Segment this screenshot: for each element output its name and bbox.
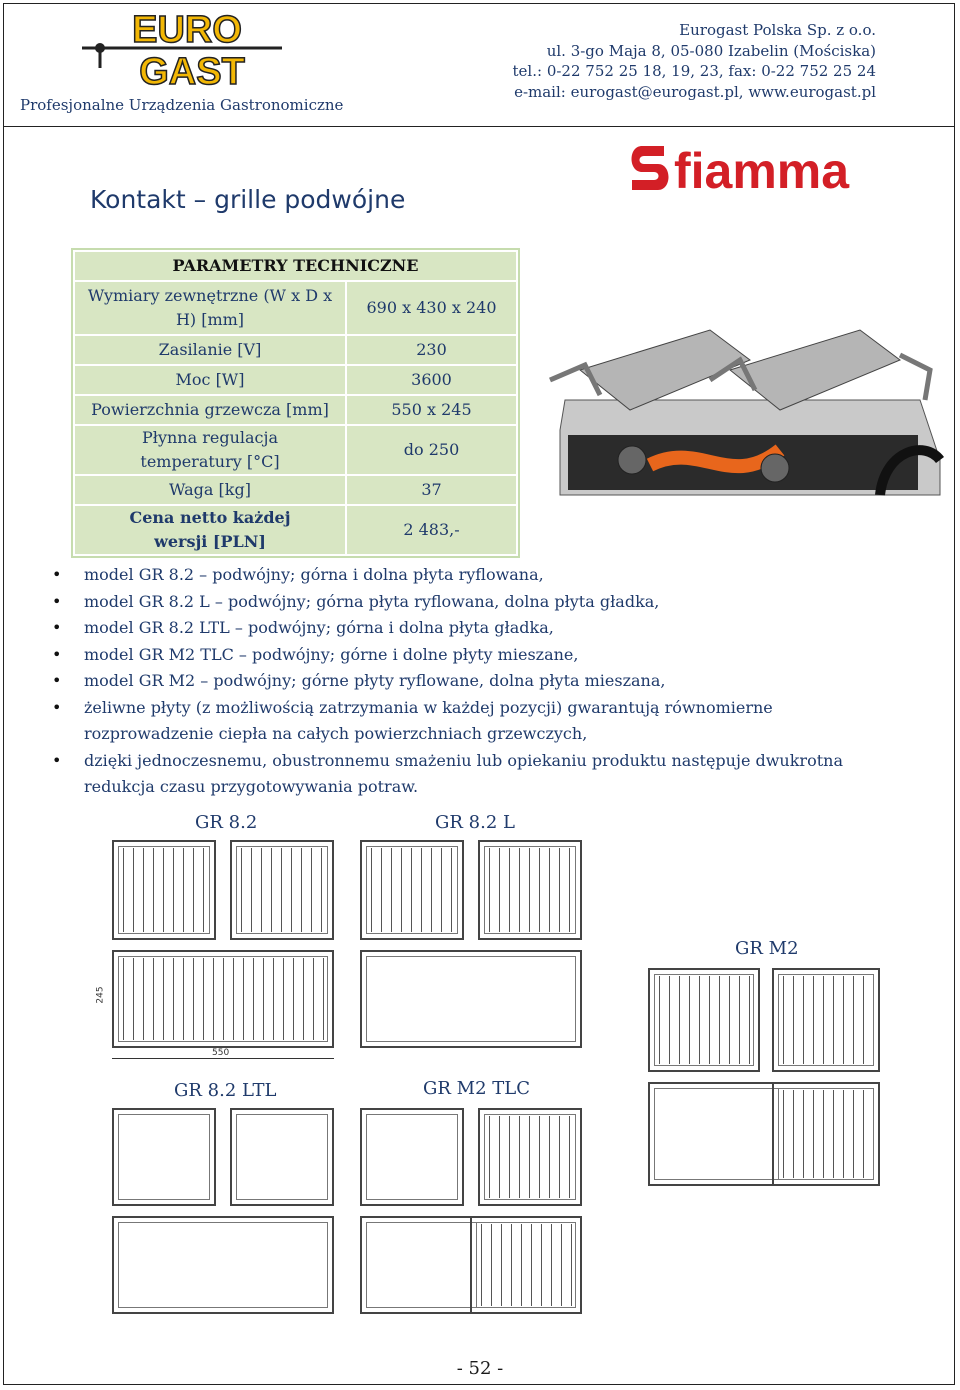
plate-gr82-top-left	[112, 840, 216, 940]
table-row	[74, 395, 517, 425]
list-item: • model GR 8.2 L – podwójny; górna płyta ryflowana, dolna płyta gładka,	[52, 589, 912, 616]
plate-gr82l-bottom-smooth	[360, 950, 582, 1048]
param-value: 3600	[346, 365, 517, 395]
plate-gr82ltl-bottom	[112, 1216, 334, 1314]
param-value: 37	[346, 475, 517, 505]
table-row	[74, 365, 517, 395]
dimension-width-label: 550	[212, 1048, 230, 1058]
diagram-label-gr82l: GR 8.2 L	[435, 812, 515, 833]
list-item: • model GR 8.2 LTL – podwójny; górna i dolna płyta gładka,	[52, 615, 912, 642]
plate-gr82ltl-top-left	[112, 1108, 216, 1206]
diagram-label-gr82: GR 8.2	[195, 812, 258, 833]
plate-gr82l-top-right	[478, 840, 582, 940]
brand-name: fiamma	[674, 143, 850, 198]
list-item: • dzięki jednoczesnemu, obustronnemu smażeniu lub opiekaniu produktu następuje dwukrotna redukcja czasu przygotowywania potraw.	[52, 748, 912, 801]
plate-grm2-top-left	[648, 968, 760, 1072]
table-row	[74, 505, 517, 555]
company-name: Eurogast Polska Sp. z o.o.	[679, 21, 876, 39]
plate-gr82l-top-left	[360, 840, 464, 940]
company-contact	[513, 20, 876, 102]
logo-text-euro: EURO	[132, 9, 242, 51]
dimension-line	[112, 1058, 334, 1059]
dimension-height-label: 245	[95, 986, 106, 1004]
plate-gr82-bottom	[112, 950, 334, 1048]
table-row	[74, 425, 517, 475]
feature-list	[52, 562, 912, 801]
page-title: Kontakt – grille podwójne	[90, 185, 406, 214]
company-phone: tel.: 0-22 752 25 18, 19, 23, fax: 0-22 752 25 24	[512, 62, 876, 80]
plate-gr82ltl-top-right	[230, 1108, 334, 1206]
table-header: PARAMETRY TECHNICZNE	[74, 251, 517, 281]
table-row	[74, 281, 517, 335]
list-item: • model GR M2 TLC – podwójny; górne i dolne płyty mieszane,	[52, 642, 912, 669]
plate-grm2-bottom-ribbed-half	[772, 1082, 880, 1186]
company-address: ul. 3-go Maja 8, 05-080 Izabelin (Mościska)	[546, 41, 876, 60]
logo-text-gast: GAST	[139, 51, 245, 88]
table-row	[74, 335, 517, 365]
param-label: Waga [kg]	[74, 475, 346, 505]
page-number: - 52 -	[456, 1358, 504, 1379]
param-value: do 250	[346, 425, 517, 475]
price-label: Cena netto każdej wersji [PLN]	[74, 505, 346, 555]
param-label: Wymiary zewnętrzne (W x D x H) [mm]	[74, 281, 346, 335]
param-value: 690 x 430 x 240	[346, 281, 517, 335]
company-tagline: Profesjonalne Urządzenia Gastronomiczne	[20, 96, 344, 114]
header-divider	[3, 126, 955, 127]
param-label: Płynna regulacja temperatury [°C]	[74, 425, 346, 475]
plate-grm2tlc-top-right	[478, 1108, 582, 1206]
product-image-grill	[540, 300, 945, 515]
plate-grm2tlc-top-left	[360, 1108, 464, 1206]
param-label: Moc [W]	[74, 365, 346, 395]
param-label: Zasilanie [V]	[74, 335, 346, 365]
company-email: e-mail: eurogast@eurogast.pl, www.eurogast.pl	[514, 82, 876, 101]
plate-grm2-top-right	[772, 968, 880, 1072]
eurogast-logo	[82, 6, 282, 88]
plate-gr82-top-right	[230, 840, 334, 940]
diagram-label-grm2tlc: GR M2 TLC	[423, 1078, 530, 1099]
plate-grm2tlc-bottom-ribbed-half	[470, 1216, 582, 1314]
param-value: 230	[346, 335, 517, 365]
param-value: 550 x 245	[346, 395, 517, 425]
technical-parameters-table	[73, 250, 518, 556]
list-item: • model GR 8.2 – podwójny; górna i dolna płyta ryflowana,	[52, 562, 912, 589]
diagram-label-gr82ltl: GR 8.2 LTL	[174, 1080, 277, 1101]
fiamma-logo	[628, 138, 884, 198]
list-item: • żeliwne płyty (z możliwością zatrzymania w każdej pozycji) gwarantują równomierne rozprowadzenie ciepła na całych powierzchniach grzewczych,	[52, 695, 912, 748]
list-item: • model GR M2 – podwójny; górne płyty ryflowane, dolna płyta mieszana,	[52, 668, 912, 695]
table-row	[74, 475, 517, 505]
price-value: 2 483,-	[346, 505, 517, 555]
diagram-label-grm2: GR M2	[735, 938, 799, 959]
param-label: Powierzchnia grzewcza [mm]	[74, 395, 346, 425]
